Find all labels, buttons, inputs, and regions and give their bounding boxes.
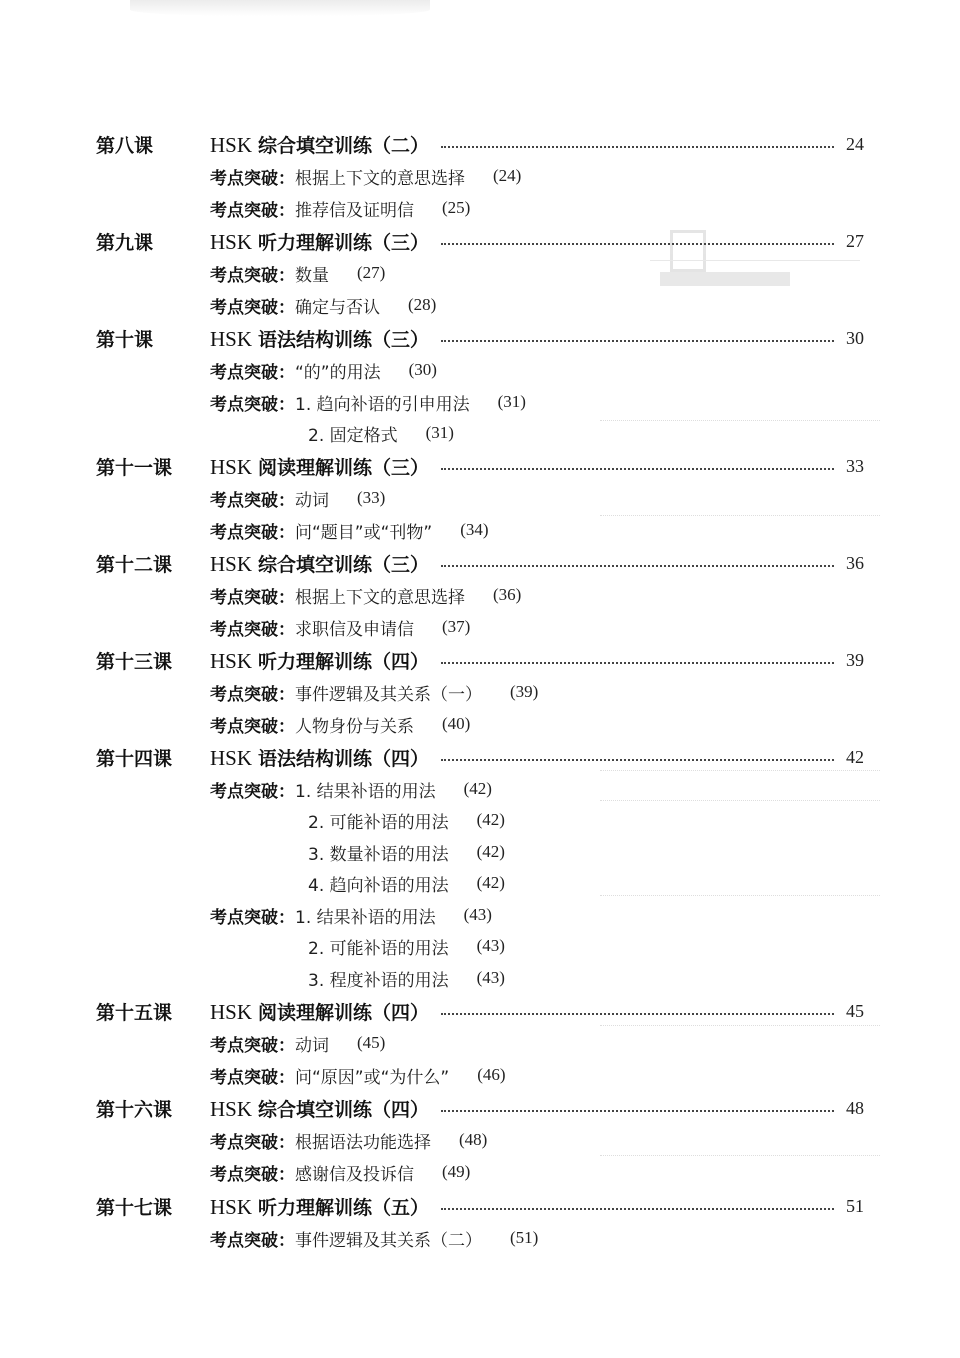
lesson-label: 第十四课 (96, 747, 173, 770)
toc-lesson-row[interactable] (96, 451, 864, 481)
dot-leader (441, 338, 834, 342)
toc-sub-item[interactable] (210, 775, 492, 803)
lesson-title-text: 阅读理解训练（三） (258, 456, 430, 479)
sub-item-page: (43) (476, 936, 505, 955)
sub-prefix: 考点突破： (210, 716, 295, 737)
lesson-title (210, 998, 429, 1025)
toc-sub-item[interactable] (210, 1029, 385, 1057)
lesson-label: 第八课 (96, 134, 154, 157)
lesson-title (210, 1193, 429, 1220)
hsk-prefix: HSK (210, 551, 253, 576)
lesson-title-text: 听力理解训练（三） (258, 231, 430, 254)
sub-prefix: 考点突破： (210, 907, 295, 928)
toc-sub-item[interactable] (210, 516, 489, 544)
lesson-label: 第十七课 (96, 1196, 173, 1219)
toc-sub-item[interactable] (210, 1061, 506, 1089)
lesson-title-text: 听力理解训练（五） (258, 1196, 430, 1219)
sub-item-page: (34) (460, 520, 489, 539)
sub-item-page: (33) (357, 488, 386, 507)
sub-item-text: 根据上下文的意思选择 (295, 168, 465, 189)
dot-leader (441, 1011, 834, 1015)
sub-item-page: (40) (442, 714, 471, 733)
sub-item-page: (31) (497, 392, 526, 411)
bleed-through-leader (600, 420, 880, 422)
dot-leader (441, 466, 834, 470)
lesson-label: 第十五课 (96, 1001, 173, 1024)
lesson-title-text: 综合填空训练（四） (258, 1098, 430, 1121)
page-number: 30 (846, 327, 864, 348)
sub-prefix: 考点突破： (210, 168, 295, 189)
page-number: 42 (846, 746, 864, 767)
toc-sub-item[interactable] (210, 194, 470, 222)
toc-lesson-row[interactable] (96, 742, 864, 772)
page-number: 27 (846, 230, 864, 251)
sub-prefix: 考点突破： (210, 200, 295, 221)
sub-item-text: 动词 (295, 1035, 329, 1056)
toc-sub-item[interactable] (210, 1126, 487, 1154)
scan-artifact (130, 0, 430, 16)
lesson-title-text: 阅读理解训练（四） (258, 1001, 430, 1024)
lesson-title-text: 听力理解训练（四） (258, 650, 430, 673)
sub-item-text: 推荐信及证明信 (295, 200, 414, 221)
sub-item-page: (42) (476, 873, 505, 892)
toc-sub-item-continuation[interactable] (308, 964, 505, 992)
dot-leader (441, 1206, 834, 1210)
toc-sub-item[interactable] (210, 901, 492, 929)
sub-prefix: 考点突破： (210, 1067, 295, 1088)
sub-item-page: (42) (463, 779, 492, 798)
toc-lesson-row[interactable] (96, 1191, 864, 1221)
sub-item-page: (39) (510, 682, 539, 701)
sub-item-text: 根据语法功能选择 (295, 1132, 431, 1153)
sub-item-page: (31) (425, 423, 454, 442)
lesson-label: 第十一课 (96, 456, 173, 479)
sub-item-page: (37) (442, 617, 471, 636)
bleed-through-leader (600, 800, 880, 802)
toc-sub-item[interactable] (210, 678, 538, 706)
sub-item-text: 3. 程度补语的用法 (308, 970, 449, 991)
dot-leader (441, 563, 834, 567)
lesson-title (210, 550, 429, 577)
dot-leader (441, 144, 834, 148)
sub-item-text: 动词 (295, 490, 329, 511)
sub-prefix: 考点突破： (210, 1164, 295, 1185)
toc-sub-item[interactable] (210, 356, 437, 384)
sub-prefix: 考点突破： (210, 1035, 295, 1056)
sub-prefix: 考点突破： (210, 490, 295, 511)
toc-sub-item-continuation[interactable] (308, 419, 454, 447)
hsk-prefix: HSK (210, 745, 253, 770)
page-number: 45 (846, 1000, 864, 1021)
bleed-through-leader (600, 515, 880, 517)
page-number: 24 (846, 133, 864, 154)
bleed-through-leader (600, 1155, 880, 1157)
toc-lesson-row[interactable] (96, 645, 864, 675)
lesson-label: 第十三课 (96, 650, 173, 673)
sub-item-page: (36) (493, 585, 522, 604)
lesson-title-text: 综合填空训练（二） (258, 134, 430, 157)
sub-item-text: 2. 可能补语的用法 (308, 812, 449, 833)
toc-sub-item[interactable] (210, 613, 470, 641)
sub-item-page: (43) (463, 905, 492, 924)
sub-prefix: 考点突破： (210, 781, 295, 802)
toc-lesson-row[interactable] (96, 226, 864, 256)
sub-item-page: (51) (510, 1228, 539, 1247)
sub-item-text: “的”的用法 (295, 362, 381, 383)
lesson-title-text: 综合填空训练（三） (258, 553, 430, 576)
sub-item-text: 1. 趋向补语的引申用法 (295, 394, 470, 415)
sub-item-text: 根据上下文的意思选择 (295, 587, 465, 608)
sub-prefix: 考点突破： (210, 1230, 295, 1251)
toc-lesson-row[interactable] (96, 129, 864, 159)
sub-item-text: 求职信及申请信 (295, 619, 414, 640)
sub-item-page: (42) (476, 842, 505, 861)
toc-sub-item[interactable] (210, 484, 385, 512)
dot-leader (441, 660, 834, 664)
toc-lesson-row[interactable] (96, 323, 864, 353)
sub-item-page: (30) (408, 360, 437, 379)
toc-sub-item-continuation[interactable] (308, 869, 505, 897)
sub-prefix: 考点突破： (210, 522, 295, 543)
sub-item-text: 人物身份与关系 (295, 716, 414, 737)
sub-item-text: 事件逻辑及其关系（一） (295, 684, 482, 705)
sub-item-page: (48) (459, 1130, 488, 1149)
bleed-through-line (650, 260, 860, 261)
sub-item-page: (45) (357, 1033, 386, 1052)
dot-leader (441, 241, 834, 245)
toc-lesson-row[interactable] (96, 996, 864, 1026)
toc-sub-item[interactable] (210, 162, 521, 190)
sub-item-text: 感谢信及投诉信 (295, 1164, 414, 1185)
lesson-title (210, 453, 429, 480)
sub-prefix: 考点突破： (210, 265, 295, 286)
hsk-prefix: HSK (210, 648, 253, 673)
bleed-through-bar (660, 272, 790, 286)
sub-item-text: 4. 趋向补语的用法 (308, 875, 449, 896)
sub-item-page: (42) (476, 810, 505, 829)
lesson-title (210, 1095, 429, 1122)
toc-sub-item-continuation[interactable] (308, 806, 505, 834)
toc-lesson-row[interactable] (96, 548, 864, 578)
sub-prefix: 考点突破： (210, 619, 295, 640)
toc-sub-item[interactable] (210, 710, 470, 738)
sub-prefix: 考点突破： (210, 1132, 295, 1153)
sub-item-page: (25) (442, 198, 471, 217)
sub-prefix: 考点突破： (210, 297, 295, 318)
page-number: 39 (846, 649, 864, 670)
lesson-title (210, 744, 429, 771)
lesson-label: 第十六课 (96, 1098, 173, 1121)
sub-item-page: (24) (493, 166, 522, 185)
hsk-prefix: HSK (210, 1194, 253, 1219)
hsk-prefix: HSK (210, 132, 253, 157)
hsk-prefix: HSK (210, 326, 253, 351)
sub-item-page: (49) (442, 1162, 471, 1181)
hsk-prefix: HSK (210, 454, 253, 479)
sub-item-text: 2. 固定格式 (308, 425, 398, 446)
lesson-title-text: 语法结构训练（四） (258, 747, 430, 770)
toc-sub-item[interactable] (210, 581, 521, 609)
sub-item-text: 1. 结果补语的用法 (295, 907, 436, 928)
sub-item-text: 3. 数量补语的用法 (308, 844, 449, 865)
sub-item-page: (43) (476, 968, 505, 987)
toc-sub-item[interactable] (210, 291, 436, 319)
sub-item-text: 确定与否认 (295, 297, 380, 318)
toc-sub-item[interactable] (210, 1224, 538, 1252)
lesson-title (210, 228, 429, 255)
sub-prefix: 考点突破： (210, 362, 295, 383)
toc-sub-item[interactable] (210, 1158, 470, 1186)
hsk-prefix: HSK (210, 229, 253, 254)
sub-item-page: (27) (357, 263, 386, 282)
lesson-title (210, 647, 429, 674)
sub-item-text: 2. 可能补语的用法 (308, 938, 449, 959)
toc-sub-item-continuation[interactable] (308, 838, 505, 866)
sub-item-text: 数量 (295, 265, 329, 286)
toc-sub-item[interactable] (210, 388, 526, 416)
toc-sub-item-continuation[interactable] (308, 932, 505, 960)
hsk-prefix: HSK (210, 999, 253, 1024)
toc-sub-item[interactable] (210, 259, 385, 287)
bleed-through-leader (600, 895, 880, 897)
sub-item-text: 1. 结果补语的用法 (295, 781, 436, 802)
sub-prefix: 考点突破： (210, 684, 295, 705)
lesson-label: 第九课 (96, 231, 154, 254)
sub-prefix: 考点突破： (210, 587, 295, 608)
lesson-title (210, 325, 429, 352)
page-number: 36 (846, 552, 864, 573)
sub-item-text: 问“题目”或“刊物” (295, 522, 433, 543)
sub-prefix: 考点突破： (210, 394, 295, 415)
lesson-label: 第十课 (96, 328, 154, 351)
lesson-title-text: 语法结构训练（三） (258, 328, 430, 351)
lesson-label: 第十二课 (96, 553, 173, 576)
page-number: 48 (846, 1097, 864, 1118)
page-number: 33 (846, 455, 864, 476)
sub-item-page: (28) (408, 295, 437, 314)
dot-leader (441, 1108, 834, 1112)
hsk-prefix: HSK (210, 1096, 253, 1121)
sub-item-page: (46) (477, 1065, 506, 1084)
page-number: 51 (846, 1195, 864, 1216)
toc-lesson-row[interactable] (96, 1093, 864, 1123)
dot-leader (441, 757, 834, 761)
lesson-title (210, 131, 429, 158)
sub-item-text: 事件逻辑及其关系（二） (295, 1230, 482, 1251)
sub-item-text: 问“原因”或“为什么” (295, 1067, 450, 1088)
